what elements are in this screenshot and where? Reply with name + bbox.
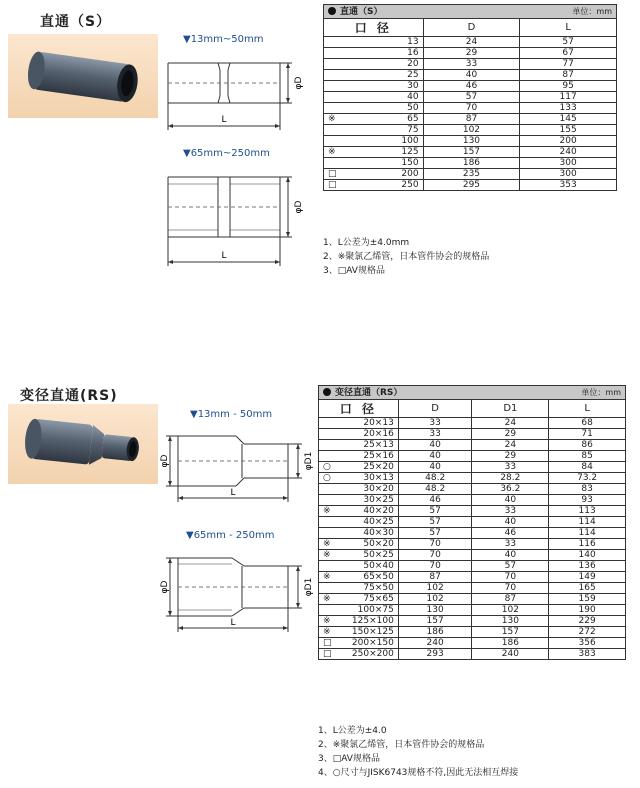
cell-d: 157 xyxy=(423,147,520,158)
cell-size xyxy=(319,484,399,495)
cell-size xyxy=(319,517,399,528)
section2-drawing-large xyxy=(158,548,318,638)
cell-d: 102 xyxy=(398,583,472,594)
section1-small-l-label: L xyxy=(221,115,227,125)
table-row xyxy=(319,473,626,484)
table-title-row xyxy=(319,386,626,400)
size-value: 30 xyxy=(407,81,419,91)
cell-d1: 57 xyxy=(472,561,549,572)
unit-label: 单位：mm xyxy=(581,387,621,397)
cell-l: 85 xyxy=(549,451,626,462)
row-mark: ※ xyxy=(323,550,331,560)
cell-size xyxy=(324,103,424,114)
row-mark: □ xyxy=(328,180,337,190)
table-row xyxy=(319,583,626,594)
cell-l: 165 xyxy=(549,583,626,594)
cell-l: 383 xyxy=(549,649,626,660)
cell-d1: 33 xyxy=(472,462,549,473)
cell-d: 70 xyxy=(398,550,472,561)
size-value: 25×13 xyxy=(363,440,394,450)
note: 1、L公差为±4.0 xyxy=(318,726,387,736)
size-value: 150 xyxy=(401,158,419,168)
section2-title: 变径直通(RS) xyxy=(20,388,118,404)
cell-d1: 40 xyxy=(472,517,549,528)
cell-size xyxy=(324,114,424,125)
section1-large-d-label: φD xyxy=(294,200,304,214)
table-row xyxy=(319,429,626,440)
cell-d1: 40 xyxy=(472,495,549,506)
table-row xyxy=(319,506,626,517)
size-value: 200×150 xyxy=(351,638,394,648)
cell-size xyxy=(319,418,399,429)
cell-l: 57 xyxy=(520,37,617,48)
table-title: 变径直通（RS） xyxy=(335,387,403,398)
table-row xyxy=(324,125,617,136)
section1-notes xyxy=(323,236,489,278)
cell-l: 77 xyxy=(520,59,617,70)
cell-size xyxy=(319,506,399,517)
size-value: 65×50 xyxy=(363,572,394,582)
col-header-size: 口 径 xyxy=(324,19,424,37)
unit-label: 单位：mm xyxy=(572,6,612,16)
cell-d: 24 xyxy=(423,37,520,48)
cell-d: 48.2 xyxy=(398,473,472,484)
table-row xyxy=(319,462,626,473)
row-mark: □ xyxy=(323,649,332,659)
size-value: 50×20 xyxy=(363,539,394,549)
row-mark: ○ xyxy=(323,462,331,472)
cell-size xyxy=(324,169,424,180)
cell-d1: 24 xyxy=(472,418,549,429)
section2-small-d-label: φD xyxy=(160,454,170,468)
table-title-row xyxy=(324,5,617,19)
size-value: 20 xyxy=(407,59,419,69)
note: 3、□AV规格品 xyxy=(323,266,385,276)
table-row xyxy=(319,418,626,429)
cell-size xyxy=(319,627,399,638)
size-value: 25 xyxy=(407,70,419,80)
size-value: 125 xyxy=(401,147,419,157)
section1-drawing-small xyxy=(160,48,320,138)
cell-size xyxy=(319,495,399,506)
size-value: 50×40 xyxy=(363,561,394,571)
cell-size xyxy=(319,429,399,440)
cell-d: 70 xyxy=(423,103,520,114)
cell-d1: 157 xyxy=(472,627,549,638)
cell-l: 300 xyxy=(520,169,617,180)
cell-l: 84 xyxy=(549,462,626,473)
cell-l: 73.2 xyxy=(549,473,626,484)
note: 2、※聚氯乙烯管，日本管件协会的规格品 xyxy=(318,740,485,750)
cell-d1: 130 xyxy=(472,616,549,627)
size-value: 250×200 xyxy=(351,649,394,659)
table-row xyxy=(319,539,626,550)
row-mark: ※ xyxy=(323,539,331,549)
table-row xyxy=(319,561,626,572)
size-value: 30×13 xyxy=(363,473,394,483)
cell-d: 57 xyxy=(398,517,472,528)
cell-d: 40 xyxy=(398,462,472,473)
table-row xyxy=(319,517,626,528)
size-value: 100×75 xyxy=(357,605,394,615)
table-row xyxy=(319,484,626,495)
cell-size xyxy=(324,158,424,169)
cell-l: 200 xyxy=(520,136,617,147)
cell-d: 46 xyxy=(423,81,520,92)
table-row xyxy=(319,572,626,583)
note: 1、L公差为±4.0mm xyxy=(323,238,410,248)
cell-d: 57 xyxy=(398,528,472,539)
row-mark: ※ xyxy=(323,616,331,626)
cell-size xyxy=(324,59,424,70)
cell-d: 70 xyxy=(398,561,472,572)
bullet-icon xyxy=(328,7,336,15)
section1-title: 直通（S） xyxy=(40,14,112,30)
cell-d: 46 xyxy=(398,495,472,506)
cell-d: 87 xyxy=(423,114,520,125)
cell-l: 95 xyxy=(520,81,617,92)
cell-d1: 36.2 xyxy=(472,484,549,495)
table-row xyxy=(319,616,626,627)
cell-l: 86 xyxy=(549,440,626,451)
table-row xyxy=(324,169,617,180)
cell-d1: 46 xyxy=(472,528,549,539)
size-value: 16 xyxy=(407,48,419,58)
cell-size xyxy=(319,605,399,616)
row-mark: ○ xyxy=(323,473,331,483)
size-value: 250 xyxy=(401,180,419,190)
cell-l: 145 xyxy=(520,114,617,125)
cell-d: 102 xyxy=(423,125,520,136)
cell-d: 130 xyxy=(398,605,472,616)
col-header-d: D xyxy=(398,400,472,418)
cell-l: 68 xyxy=(549,418,626,429)
cell-size xyxy=(319,462,399,473)
cell-d: 157 xyxy=(398,616,472,627)
size-value: 20×16 xyxy=(363,429,394,439)
size-value: 20×13 xyxy=(363,418,394,428)
cell-size xyxy=(319,473,399,484)
reducing-coupling-photo xyxy=(8,404,158,484)
size-value: 50×25 xyxy=(363,550,394,560)
cell-d: 102 xyxy=(398,594,472,605)
cell-d: 40 xyxy=(398,440,472,451)
table-row xyxy=(319,440,626,451)
size-value: 30×25 xyxy=(363,495,394,505)
row-mark: ※ xyxy=(323,572,331,582)
table-row xyxy=(319,605,626,616)
straight-coupling-photo xyxy=(8,34,158,118)
table-row xyxy=(319,495,626,506)
cell-l: 116 xyxy=(549,539,626,550)
cell-d1: 70 xyxy=(472,583,549,594)
size-value: 25×20 xyxy=(363,462,394,472)
size-value: 65 xyxy=(407,114,419,124)
cell-d: 240 xyxy=(398,638,472,649)
note: 2、※聚氯乙烯管，日本管件协会的规格品 xyxy=(323,252,490,262)
cell-l: 71 xyxy=(549,429,626,440)
section2-large-l-label: L xyxy=(230,618,236,628)
size-value: 50 xyxy=(407,103,419,113)
cell-l: 300 xyxy=(520,158,617,169)
cell-d: 293 xyxy=(398,649,472,660)
section1-small-d-label: φD xyxy=(294,76,304,90)
row-mark: ※ xyxy=(323,627,331,637)
cell-l: 87 xyxy=(520,70,617,81)
cell-size xyxy=(319,561,399,572)
row-mark: ※ xyxy=(323,594,331,604)
section1-range-small: ▼13mm~50mm xyxy=(183,34,264,45)
table-row xyxy=(319,627,626,638)
note: 3、□AV规格品 xyxy=(318,754,380,764)
table-header-row xyxy=(319,400,626,418)
cell-l: 356 xyxy=(549,638,626,649)
table-row xyxy=(324,103,617,114)
section2-range-small: ▼13mm - 50mm xyxy=(190,409,273,420)
col-header-size: 口 径 xyxy=(319,400,399,418)
cell-size xyxy=(319,638,399,649)
table-row xyxy=(324,147,617,158)
cell-size xyxy=(324,37,424,48)
cell-size xyxy=(319,528,399,539)
cell-size xyxy=(319,583,399,594)
table-row xyxy=(324,70,617,81)
cell-l: 155 xyxy=(520,125,617,136)
cell-size xyxy=(324,70,424,81)
size-value: 100 xyxy=(401,136,419,146)
bullet-icon xyxy=(323,388,331,396)
cell-l: 149 xyxy=(549,572,626,583)
cell-size xyxy=(324,81,424,92)
section2-range-large: ▼65mm - 250mm xyxy=(186,530,275,541)
cell-size xyxy=(319,550,399,561)
cell-l: 140 xyxy=(549,550,626,561)
row-mark: □ xyxy=(328,169,337,179)
col-header-d1: D1 xyxy=(472,400,549,418)
section2-large-d1-label: φD1 xyxy=(304,577,314,597)
cell-l: 83 xyxy=(549,484,626,495)
cell-size xyxy=(319,616,399,627)
section2-small-d1-label: φD1 xyxy=(304,451,314,471)
col-header-l: L xyxy=(520,19,617,37)
cell-l: 67 xyxy=(520,48,617,59)
row-mark: ※ xyxy=(328,147,336,157)
size-value: 40×25 xyxy=(363,517,394,527)
table-row xyxy=(319,638,626,649)
cell-d1: 70 xyxy=(472,572,549,583)
table-row xyxy=(324,92,617,103)
cell-d: 130 xyxy=(423,136,520,147)
cell-d1: 87 xyxy=(472,594,549,605)
note: 4、○尺寸与JISK6743规格不符,因此无法相互焊接 xyxy=(318,768,519,778)
row-mark: ※ xyxy=(323,506,331,516)
cell-l: 117 xyxy=(520,92,617,103)
section1-large-l-label: L xyxy=(221,251,227,261)
size-value: 40 xyxy=(407,92,419,102)
table-row xyxy=(324,37,617,48)
cell-l: 353 xyxy=(520,180,617,191)
cell-d: 186 xyxy=(423,158,520,169)
table-row xyxy=(319,451,626,462)
table-row xyxy=(319,528,626,539)
section2-small-l-label: L xyxy=(230,488,236,498)
cell-d1: 24 xyxy=(472,440,549,451)
cell-size xyxy=(324,147,424,158)
cell-size xyxy=(324,180,424,191)
cell-l: 272 xyxy=(549,627,626,638)
section2-notes xyxy=(318,724,518,780)
cell-size xyxy=(319,594,399,605)
cell-l: 229 xyxy=(549,616,626,627)
cell-size xyxy=(324,136,424,147)
col-header-d: D xyxy=(423,19,520,37)
section2-large-d-label: φD xyxy=(160,580,170,594)
table-row xyxy=(324,81,617,92)
section1-drawing-large xyxy=(160,162,320,272)
cell-d: 48.2 xyxy=(398,484,472,495)
cell-d1: 33 xyxy=(472,539,549,550)
section1-range-large: ▼65mm~250mm xyxy=(183,148,270,159)
table-row xyxy=(324,59,617,70)
table-header-row xyxy=(324,19,617,37)
cell-size xyxy=(319,649,399,660)
table-row xyxy=(319,550,626,561)
table-row xyxy=(324,180,617,191)
size-value: 125×100 xyxy=(351,616,394,626)
table-row xyxy=(324,48,617,59)
cell-l: 159 xyxy=(549,594,626,605)
row-mark: ※ xyxy=(328,114,336,124)
table-row xyxy=(324,158,617,169)
cell-size xyxy=(324,48,424,59)
row-mark: □ xyxy=(323,638,332,648)
cell-d1: 33 xyxy=(472,506,549,517)
size-value: 75×50 xyxy=(363,583,394,593)
size-value: 75×65 xyxy=(363,594,394,604)
straight-coupling-pipe-icon xyxy=(8,34,158,118)
table-title: 直通（S） xyxy=(340,6,383,17)
cell-d: 87 xyxy=(398,572,472,583)
size-value: 40×30 xyxy=(363,528,394,538)
cell-size xyxy=(319,539,399,550)
cell-size xyxy=(319,440,399,451)
cell-size xyxy=(319,572,399,583)
cell-d: 57 xyxy=(423,92,520,103)
table-row xyxy=(319,594,626,605)
cell-l: 113 xyxy=(549,506,626,517)
size-value: 75 xyxy=(407,125,419,135)
section2-dimension-table xyxy=(318,385,626,660)
table-row xyxy=(319,649,626,660)
cell-l: 133 xyxy=(520,103,617,114)
cell-d: 29 xyxy=(423,48,520,59)
cell-d: 57 xyxy=(398,506,472,517)
cell-d1: 28.2 xyxy=(472,473,549,484)
cell-d: 295 xyxy=(423,180,520,191)
section1-dimension-table xyxy=(323,4,617,191)
cell-l: 114 xyxy=(549,517,626,528)
cell-d1: 29 xyxy=(472,429,549,440)
cell-d1: 186 xyxy=(472,638,549,649)
cell-d: 186 xyxy=(398,627,472,638)
section2-drawing-small xyxy=(158,426,318,506)
reducing-coupling-pipe-icon xyxy=(8,404,158,484)
size-value: 200 xyxy=(401,169,419,179)
cell-d: 33 xyxy=(398,418,472,429)
table-row xyxy=(324,114,617,125)
col-header-l: L xyxy=(549,400,626,418)
size-value: 25×16 xyxy=(363,451,394,461)
cell-l: 114 xyxy=(549,528,626,539)
cell-l: 93 xyxy=(549,495,626,506)
cell-d1: 29 xyxy=(472,451,549,462)
cell-size xyxy=(324,92,424,103)
size-value: 40×20 xyxy=(363,506,394,516)
size-value: 30×20 xyxy=(363,484,394,494)
cell-l: 240 xyxy=(520,147,617,158)
cell-d1: 40 xyxy=(472,550,549,561)
cell-size xyxy=(324,125,424,136)
cell-d: 33 xyxy=(398,429,472,440)
cell-d: 40 xyxy=(423,70,520,81)
cell-d1: 102 xyxy=(472,605,549,616)
cell-d1: 240 xyxy=(472,649,549,660)
size-value: 150×125 xyxy=(351,627,394,637)
cell-d: 33 xyxy=(423,59,520,70)
cell-l: 136 xyxy=(549,561,626,572)
cell-l: 190 xyxy=(549,605,626,616)
cell-d: 70 xyxy=(398,539,472,550)
cell-d: 40 xyxy=(398,451,472,462)
cell-d: 235 xyxy=(423,169,520,180)
cell-size xyxy=(319,451,399,462)
table-row xyxy=(324,136,617,147)
size-value: 13 xyxy=(407,37,419,47)
